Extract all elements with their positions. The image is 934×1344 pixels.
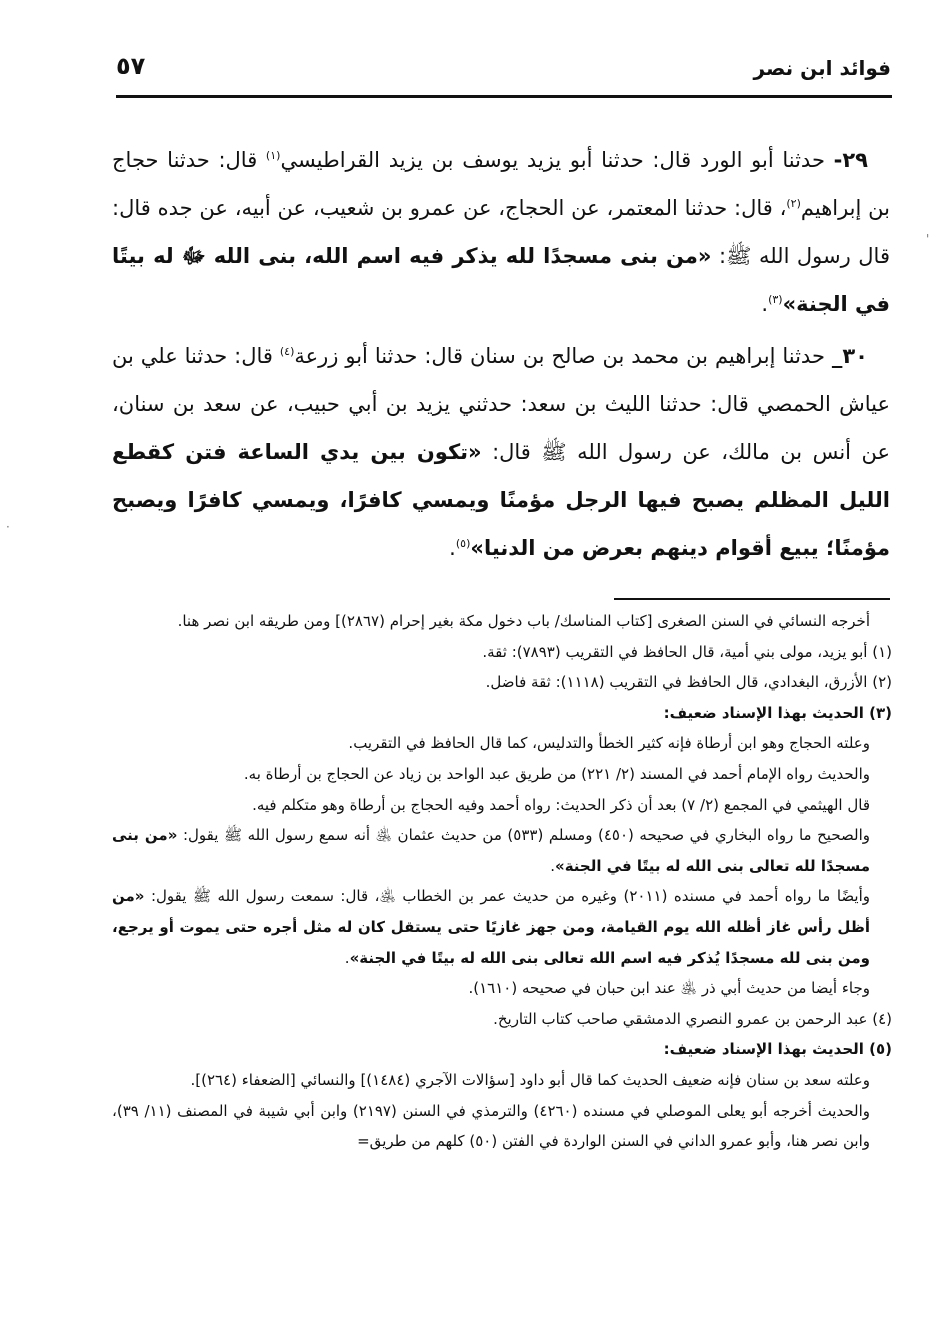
footnote-ref-1[interactable]: (١) (265, 149, 281, 162)
footnote-5-heading: (٥) الحديث بهذا الإسناد ضعيف: (663, 1040, 892, 1059)
footnote-3-heading: (٣) الحديث بهذا الإسناد ضعيف: (663, 703, 892, 722)
footnote-3-line: قال الهيثمي في المجمع (٢/ ٧) بعد أن ذكر الحديث: رواه أحمد وفيه الحجاج بن أرطاة وهو متكلم فيه. (252, 795, 870, 814)
footnote-intro: أخرجه النسائي في السنن الصغرى [كتاب المناسك/ باب دخول مكة بغير إحرام (٢٨٦٧)] ومن طريقه ابن نصر هنا. (177, 612, 870, 630)
quoted-hadith: «من بنى مسجدًا لله تعالى بنى الله له بيتًا في الجنة» (112, 826, 870, 875)
footnote-ref-4[interactable]: (٤) (279, 345, 295, 358)
header-rule (116, 95, 892, 98)
footnote-ref-5[interactable]: (٥) (455, 537, 471, 550)
margin-speck: · (6, 520, 10, 534)
page-number: ٥٧ (116, 52, 146, 80)
footnote-5-line: وعلته سعد بن سنان فإنه ضعيف الحديث كما قال أبو داود [سؤالات الآجري (١٤٨٤)] والنسائي [الضعفاء (٢٦٤)]. (190, 1070, 870, 1089)
matn-text: «من بنى مسجدًا لله يذكر فيه اسم الله، بنى الله ﷻ له بيتًا في الجنة» (112, 244, 890, 316)
footnote-text: وأيضًا ما رواه أحمد في مسنده (٢٠١١) وغيره من حديث عمر بن الخطاب ﵁، قال: سمعت رسول الله ﷺ يقول: (144, 887, 871, 906)
footnote-3-line (112, 881, 892, 973)
isnad-text: قال: حدثنا حجاج بن إبراهيم (112, 148, 890, 220)
footnote-3-line: والحديث رواه الإمام أحمد في المسند (٢/ ٢٢١) من طريق عبد الواحد بن زياد عن الحجاج بن أرطاة به. (243, 764, 870, 783)
footnote-text: والصحيح ما رواه البخاري في صحيحه (٤٥٠) ومسلم (٥٣٣) من حديث عثمان ﵁ أنه سمع رسول الله ﷺ يقول: (177, 826, 870, 845)
period: . (550, 856, 555, 875)
hadith-number: ٣٠_ (831, 344, 868, 368)
period: . (344, 948, 350, 967)
matn-text: «تكون بين يدي الساعة فتن كقطع الليل المظلم يصبح فيها الرجل مؤمنًا ويمسي كافرًا، ويمسي كافرًا ويصبح مؤمنًا؛ يبيع أقوام دينهم بعرض من الدنيا» (112, 440, 890, 560)
isnad-text: حدثنا أبو الورد قال: حدثنا أبو يزيد يوسف بن يزيد القراطيسي (280, 148, 834, 172)
footnote-3-line (112, 820, 892, 881)
footnote-4: (٤) عبد الرحمن بن عمرو النصري الدمشقي صاحب كتاب التاريخ. (493, 1009, 892, 1028)
isnad-text: ، قال: حدثنا المعتمر، عن الحجاج، عن عمرو بن شعيب، عن أبيه، عن جده قال: قال رسول الله ﷺ: (112, 196, 890, 268)
hadith-number: ٢٩- (833, 148, 868, 172)
quoted-hadith: «من أظل رأس غاز أظله الله يوم القيامة، ومن جهز غازيًا حتى يستقل كان له مثل أجره حتى يموت أو يرجع، ومن بنى لله مسجدًا يُذكر فيه اسم الله تعالى بنى الله له بيتًا في الجنة» (112, 887, 870, 967)
footnote-5-line: والحديث أخرجه أبو يعلى الموصلي في مسنده (٤٢٦٠) والترمذي في السنن (٢١٩٧) وابن أبي شيبة في المصنف (١١/ ٣٩)، وابن نصر هنا، وأبو عمرو الداني في السنن الواردة في الفتن (٥٠) كلهم من طريق= (112, 1101, 871, 1151)
main-text (112, 136, 890, 572)
page-header (116, 50, 891, 96)
isnad-text: حدثنا إبراهيم بن محمد بن صالح بن سنان قال: حدثنا أبو زرعة (294, 344, 832, 368)
running-title: فوائد ابن نصر (753, 56, 891, 80)
isnad-text: قال: حدثنا علي بن عياش الحمصي قال: حدثنا الليث بن سعد: حدثني يزيد بن أبي حبيب، عن سعد بن سنان، عن أنس بن مالك، عن رسول الله ﷺ قال: (112, 344, 890, 464)
margin-speck: ' (926, 232, 930, 246)
footnote-1: (١) أبو يزيد، مولى بني أمية، قال الحافظ في التقريب (٧٨٩٣): ثقة. (482, 642, 892, 661)
footnote-3-line: وجاء أيضا من حديث أبي ذر ﵁ عند ابن حبان في صحيحه (١٦١٠). (468, 979, 870, 998)
footnote-3-line: وعلته الحجاج وهو ابن أرطاة فإنه كثير الخطأ والتدليس، كما قال الحافظ في التقريب. (348, 734, 870, 753)
footnotes (112, 606, 892, 1157)
footnote-ref-3[interactable]: (٣) (768, 293, 783, 306)
footnote-separator (614, 598, 890, 600)
period: . (761, 292, 769, 316)
footnote-ref-2[interactable]: (٢) (786, 197, 801, 210)
period: . (449, 536, 456, 560)
footnote-2: (٢) الأزرق، البغدادي، قال الحافظ في التقريب (١١١٨): ثقة فاضل. (485, 673, 892, 692)
hadith-30 (112, 332, 890, 572)
hadith-29 (112, 136, 890, 328)
